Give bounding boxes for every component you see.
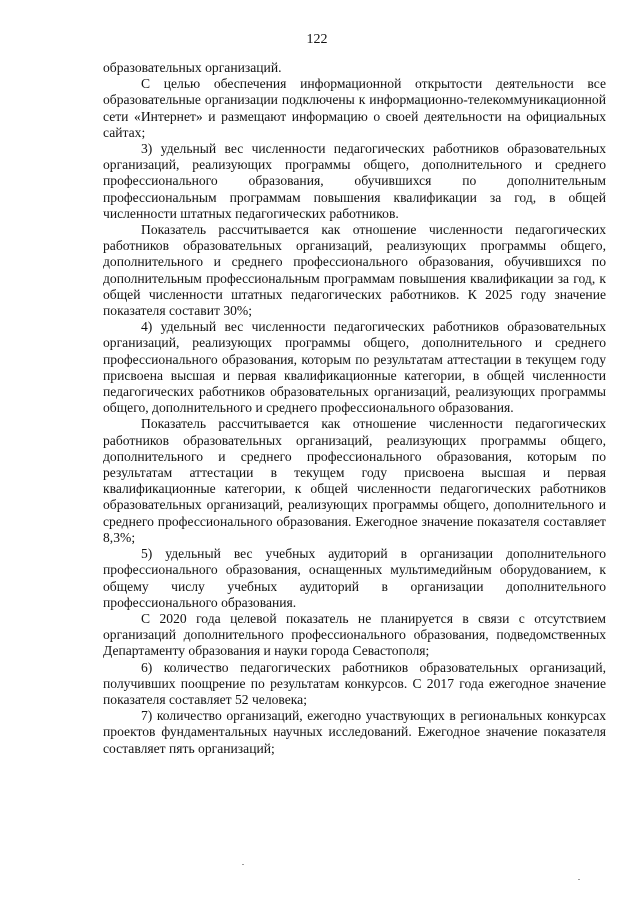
paragraph-indicator-3-calculation: Показатель рассчитывается как отношение численности педагогических работников образовательных организаций, реализующих программы общего, дополнительного и среднего профессионального образования, обучившихся по дополнительным профессиональным программам повышения квалификации за год, к общей численности штатных педагогических работников. К 2025 году значение показателя составит 30%; <box>103 222 606 319</box>
paragraph-indicator-6: 6) количество педагогических работников образовательных организаций, получивших поощрение по результатам конкурсов. С 2017 года ежегодное значение показателя составляет 52 человека; <box>103 659 606 707</box>
paragraph-information-openness: С целью обеспечения информационной открытости деятельности все образовательные организации подключены к информационно-телекоммуникационной сети «Интернет» и размещают информацию о своей деятельности на официальных сайтах; <box>103 76 606 140</box>
paragraph-indicator-3: 3) удельный вес численности педагогических работников образовательных организаций, реализующих программы общего, дополнительного и среднего профессионального образования, обучившихся по дополнительным профессиональным программам повышения квалификации за год, в общей численности штатных педагогических работников. <box>103 141 606 221</box>
paragraph-indicator-5-note: С 2020 года целевой показатель не планируется в связи с отсутствием организаций дополнительного профессионального образования, подведомственных Департаменту образования и науки города Севастополя; <box>103 610 606 659</box>
scan-speck <box>242 864 244 865</box>
page-number: 122 <box>306 32 328 47</box>
paragraph-indicator-4-calculation: Показатель рассчитывается как отношение численности педагогических работников образовательных организаций, реализующих программы общего, дополнительного и среднего профессионального образования, которым по результатам аттестации в текущем году присвоена высшая и первая квалификационные категории, к общей численности педагогических работников образовательных организаций, реализующих программы общего, дополнительного и среднего профессионального образования. Ежегодное значение показателя составляет 8,3%; <box>103 416 606 545</box>
paragraph-indicator-5: 5) удельный вес учебных аудиторий в организации дополнительного профессионального образования, оснащенных мультимедийным оборудованием, к общему числу учебных аудиторий в организации дополнительного профессионального образования. <box>103 546 606 610</box>
paragraph-indicator-4: 4) удельный вес численности педагогических работников образовательных организаций, реализующих программы общего, дополнительного и среднего профессионального образования, которым по результатам аттестации в текущем году присвоена высшая и первая квалификационные категории, в общей численности педагогических работников образовательных организаций, реализующих программы общего, дополнительного и среднего профессионального образования. <box>103 319 606 416</box>
document-body <box>103 60 606 757</box>
scan-speck <box>578 879 580 880</box>
paragraph-continuation: образовательных организаций. <box>103 60 282 75</box>
paragraph-indicator-7: 7) количество организаций, ежегодно участвующих в региональных конкурсах проектов фундаментальных научных исследований. Ежегодное значение показателя составляет пять организаций; <box>103 708 606 756</box>
